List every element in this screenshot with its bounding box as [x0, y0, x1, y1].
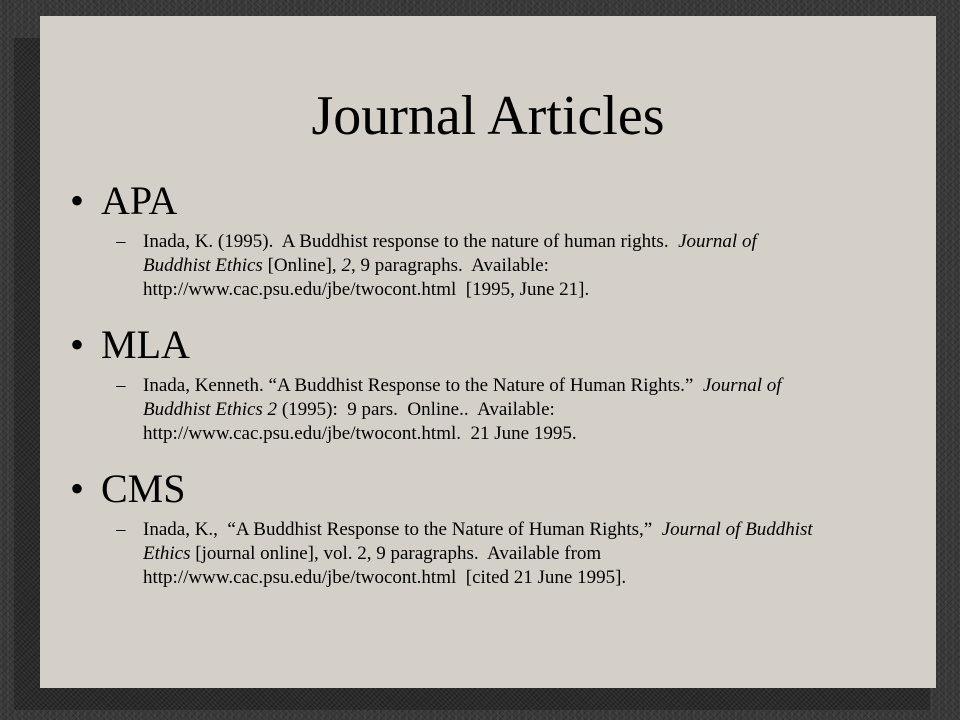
dash-marker: –	[116, 231, 126, 252]
citation-run: (1995): 9 pars. Online.. Available:	[277, 399, 555, 420]
citation-line	[143, 230, 863, 254]
bullet-marker: •	[70, 466, 85, 511]
dash-marker: –	[116, 375, 126, 396]
dash-marker: –	[116, 519, 126, 540]
citation-line	[143, 518, 863, 542]
section-heading: CMS	[101, 466, 186, 511]
citation-text	[143, 374, 863, 446]
citation-text	[143, 230, 863, 302]
citation-run: , 9 paragraphs. Available:	[350, 255, 549, 276]
citation-run: Inada, K., “A Buddhist Response to the Nature of Human Rights,”	[143, 519, 662, 540]
citation-line	[143, 398, 863, 422]
citation-run: [Online],	[262, 255, 342, 276]
citation-line	[143, 278, 863, 302]
citation-text	[143, 518, 863, 590]
citation-run: http://www.cac.psu.edu/jbe/twocont.html. 21 June 1995.	[143, 423, 577, 444]
citation-line	[143, 542, 863, 566]
citation-italic-run: Buddhist Ethics	[143, 255, 263, 276]
bullet-marker: •	[70, 322, 85, 367]
citation-run: Inada, K. (1995). A Buddhist response to the nature of human rights.	[143, 231, 679, 252]
section-heading: MLA	[101, 322, 190, 367]
citation-italic-run: Journal of	[678, 231, 757, 252]
citation-line	[143, 422, 863, 446]
bullet-marker: •	[70, 178, 85, 223]
citation-run: [journal online], vol. 2, 9 paragraphs. Available from	[190, 543, 602, 564]
citation-line	[143, 254, 863, 278]
section-heading: APA	[101, 178, 178, 223]
slide-title: Journal Articles	[311, 85, 665, 147]
citation-line	[143, 566, 863, 590]
citation-italic-run: Journal of	[702, 375, 782, 396]
citation-run: http://www.cac.psu.edu/jbe/twocont.html [1995, June 21].	[143, 279, 590, 300]
slide	[40, 16, 936, 688]
citation-italic-run: Ethics	[143, 543, 191, 564]
citation-line	[143, 374, 863, 398]
citation-run: http://www.cac.psu.edu/jbe/twocont.html [cited 21 June 1995].	[143, 567, 627, 588]
citation-run: Inada, Kenneth. “A Buddhist Response to the Nature of Human Rights.”	[143, 375, 703, 396]
citation-italic-run: Journal of Buddhist	[661, 519, 813, 540]
citation-italic-run: Buddhist Ethics 2	[143, 399, 278, 420]
citation-italic-run: 2	[341, 255, 351, 276]
